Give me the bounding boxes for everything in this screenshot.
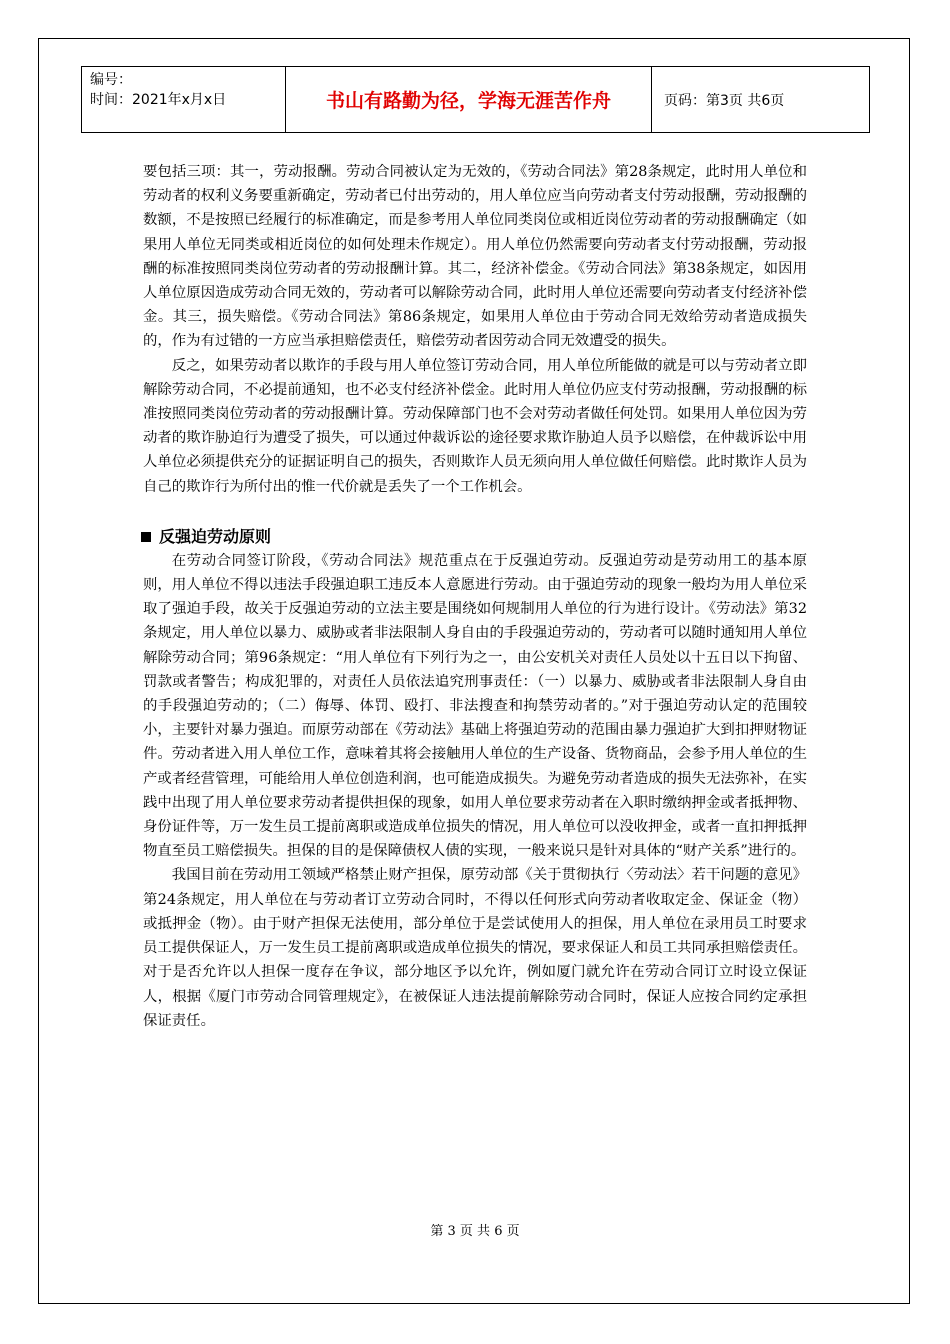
header-date: 时间：2021年x月x日	[90, 92, 227, 108]
header-meta	[82, 67, 286, 132]
document-body	[143, 160, 807, 1033]
page-header	[81, 66, 870, 133]
section-heading-text: 反强迫劳动原则	[159, 526, 272, 546]
header-number: 编号：	[90, 72, 132, 88]
section-heading	[141, 525, 807, 549]
page-footer: 第 3 页 共 6 页	[430, 1224, 520, 1239]
paragraph-guarantee-ban: 我国目前在劳动用工领域严格禁止财产担保，原劳动部《关于贯彻执行〈劳动法〉若干问题的意见》第24条规定，用人单位在与劳动者订立劳动合同时，不得以任何形式向劳动者收取定金、保证金（物）或抵押金（物）。由于财产担保无法使用，部分单位于是尝试使用人的担保，用人单位在录用员工时要求员工提供保证人，万一发生员工提前离职或造成单位损失的情况，要求保证人和员工共同承担赔偿责任。对于是否允许以人担保一度存在争议，部分地区予以允许，例如厦门就允许在劳动合同订立时设立保证人，根据《厦门市劳动合同管理规定》，在被保证人违法提前解除劳动合同时，保证人应按合同约定承担保证责任。	[143, 867, 807, 1029]
header-motto: 书山有路勤为径，学海无涯苦作舟	[286, 67, 652, 132]
paragraph-employee-fraud: 反之，如果劳动者以欺诈的手段与用人单位签订劳动合同，用人单位所能做的就是可以与劳动者立即解除劳动合同，不必提前通知，也不必支付经济补偿金。此时用人单位仍应支付劳动报酬，劳动报酬的标准按照同类岗位劳动者的劳动报酬计算。劳动保障部门也不会对劳动者做任何处罚。如果用人单位因为劳动者的欺诈胁迫行为遭受了损失，可以通过仲裁诉讼的途径要求欺诈胁迫人员予以赔偿，在仲裁诉讼中用人单位必须提供充分的证据证明自己的损失，否则欺诈人员无须向用人单位做任何赔偿。此时欺诈人员为自己的欺诈行为所付出的惟一代价就是丢失了一个工作机会。	[143, 357, 807, 495]
paragraph-remedies: 要包括三项：其一，劳动报酬。劳动合同被认定为无效的，《劳动合同法》第28条规定，此时用人单位和劳动者的权利义务要重新确定，劳动者已付出劳动的，用人单位应当向劳动者支付劳动报酬，劳动报酬的数额，不是按照已经履行的标准确定，而是参考用人单位同类岗位或相近岗位劳动者的劳动报酬确定（如果用人单位无同类或相近岗位的如何处理未作规定）。用人单位仍然需要向劳动者支付劳动报酬，劳动报酬的标准按照同类岗位劳动者的劳动报酬计算。其二，经济补偿金。《劳动合同法》第38条规定，如因用人单位原因造成劳动合同无效的，劳动者可以解除劳动合同，此时用人单位还需要向劳动者支付经济补偿金。其三，损失赔偿。《劳动合同法》第86条规定，如果用人单位由于劳动合同无效给劳动者造成损失的，作为有过错的一方应当承担赔偿责任，赔偿劳动者因劳动合同无效遭受的损失。	[143, 164, 807, 350]
square-bullet-icon	[141, 532, 151, 542]
header-page-number: 页码：第3页 共6页	[664, 92, 785, 109]
paragraph-anti-forced-labor: 在劳动合同签订阶段，《劳动合同法》规范重点在于反强迫劳动。反强迫劳动是劳动用工的基本原则，用人单位不得以违法手段强迫职工违反本人意愿进行劳动。由于强迫劳动的现象一般均为用人单位采取了强迫手段，故关于反强迫劳动的立法主要是围绕如何规制用人单位的行为进行设计。《劳动法》第32条规定，用人单位以暴力、威胁或者非法限制人身自由的手段强迫劳动的，劳动者可以随时通知用人单位解除劳动合同；第96条规定：“用人单位有下列行为之一，由公安机关对责任人员处以十五日以下拘留、罚款或者警告；构成犯罪的，对责任人员依法追究刑事责任：（一）以暴力、威胁或者非法限制人身自由的手段强迫劳动的；（二）侮辱、体罚、殴打、非法搜查和拘禁劳动者的。”对于强迫劳动认定的范围较小，主要针对暴力强迫。而原劳动部在《劳动法》基础上将强迫劳动的范围由暴力强迫扩大到扣押财物证件。劳动者进入用人单位工作，意味着其将会接触用人单位的生产设备、货物商品，会参予用人单位的生产或者经营管理，可能给用人单位创造利润，也可能造成损失。为避免劳动者造成的损失无法弥补，在实践中出现了用人单位要求劳动者提供担保的现象，如用人单位要求劳动者在入职时缴纳押金或者抵押物、身份证件等，万一发生员工提前离职或造成单位损失的情况，用人单位可以没收押金，或者一直扣押抵押物直至员工赔偿损失。担保的目的是保障债权人债的实现，一般来说只是针对具体的“财产关系”进行的。	[143, 552, 807, 860]
